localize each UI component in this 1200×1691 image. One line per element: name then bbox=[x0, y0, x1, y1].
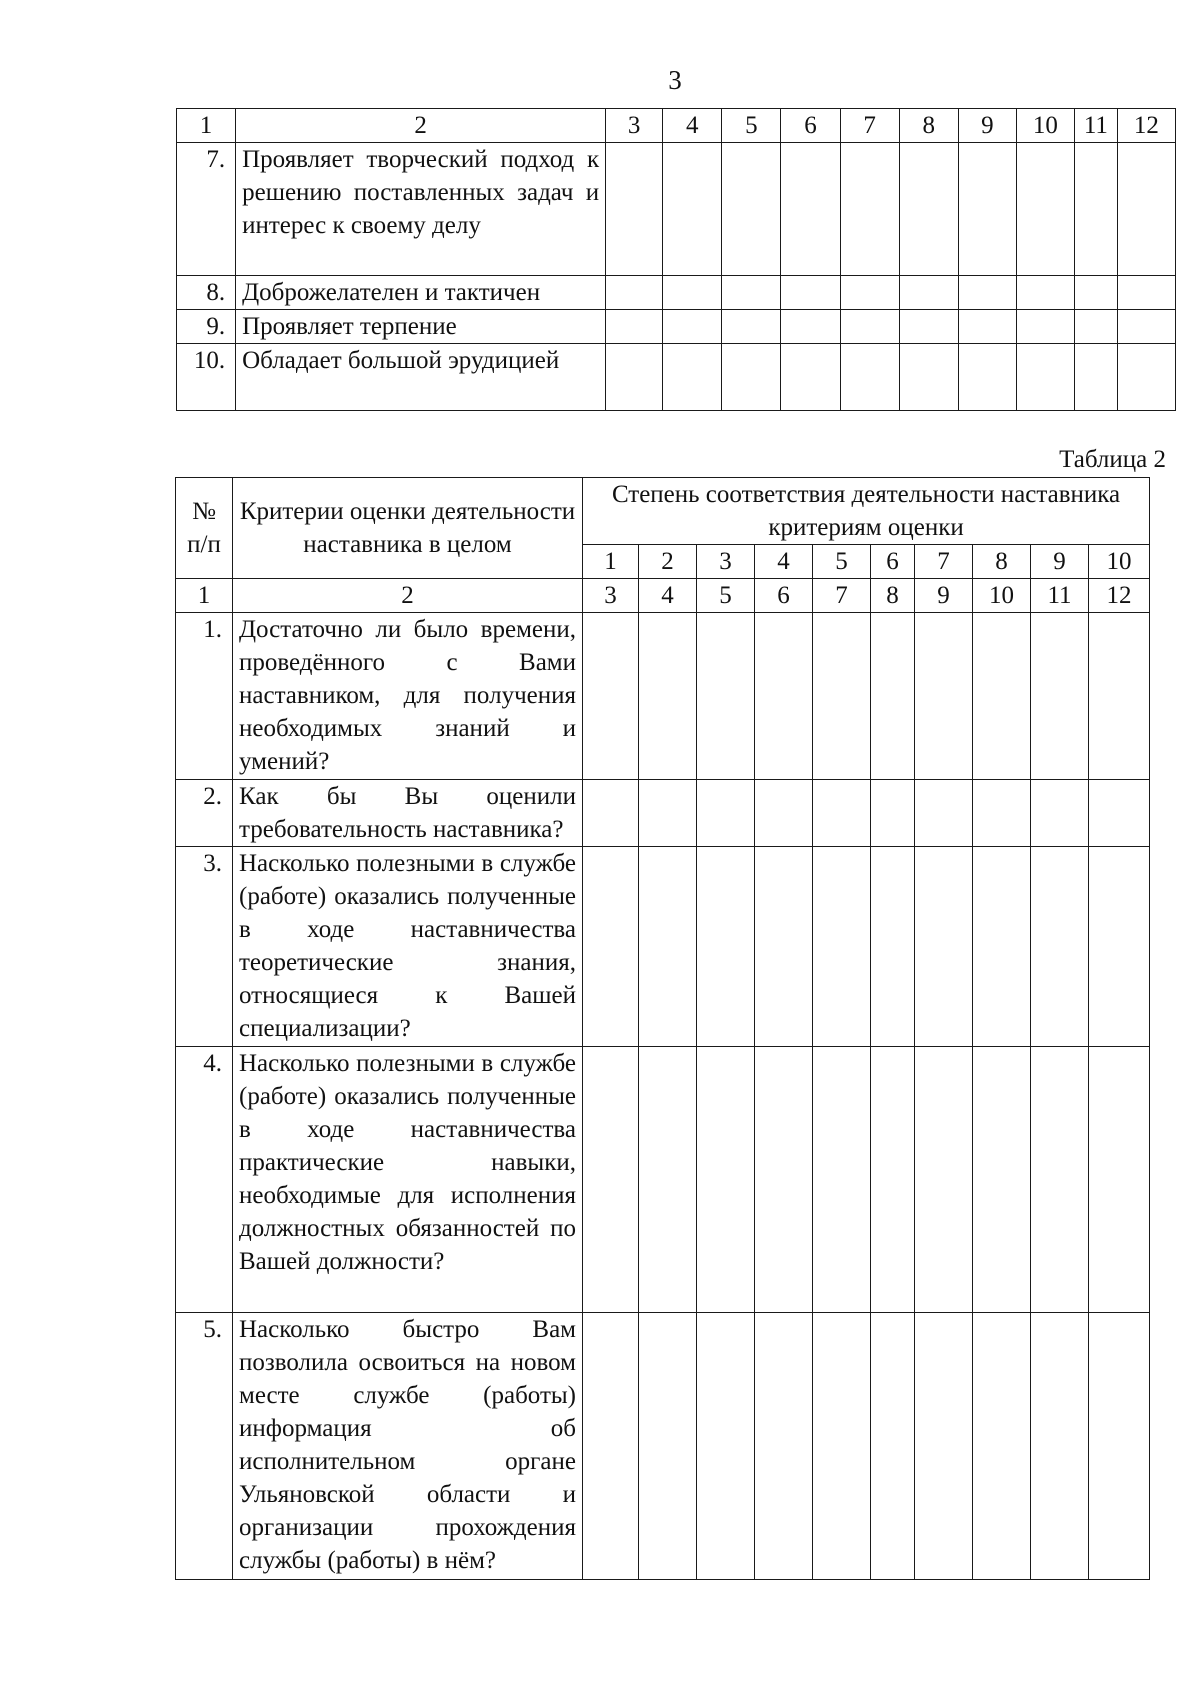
score-cell[interactable] bbox=[899, 276, 958, 310]
score-cell[interactable] bbox=[915, 1047, 973, 1313]
score-cell[interactable] bbox=[958, 310, 1016, 344]
score-cell[interactable] bbox=[755, 1047, 813, 1313]
score-cell[interactable] bbox=[813, 613, 871, 780]
scale-header: 1 bbox=[583, 545, 639, 579]
score-cell[interactable] bbox=[871, 613, 915, 780]
column-number: 6 bbox=[755, 579, 813, 613]
scale-header: 5 bbox=[813, 545, 871, 579]
table-1-col-1: 1 bbox=[177, 109, 236, 143]
score-cell[interactable] bbox=[606, 276, 663, 310]
score-cell[interactable] bbox=[755, 1313, 813, 1580]
score-cell[interactable] bbox=[781, 310, 840, 344]
score-cell[interactable] bbox=[722, 310, 781, 344]
score-cell[interactable] bbox=[871, 847, 915, 1047]
column-number: 10 bbox=[973, 579, 1031, 613]
table-1-col-7: 7 bbox=[840, 109, 899, 143]
score-cell[interactable] bbox=[1074, 276, 1117, 310]
score-cell[interactable] bbox=[583, 1047, 639, 1313]
score-cell[interactable] bbox=[639, 1047, 697, 1313]
score-cell[interactable] bbox=[583, 1313, 639, 1580]
table-1-header-row bbox=[177, 109, 1176, 143]
scale-header: 10 bbox=[1089, 545, 1150, 579]
column-number: 3 bbox=[583, 579, 639, 613]
column-number: 2 bbox=[233, 579, 583, 613]
score-cell[interactable] bbox=[1016, 276, 1074, 310]
score-cell[interactable] bbox=[899, 143, 958, 276]
scale-header: 8 bbox=[973, 545, 1031, 579]
score-cell[interactable] bbox=[840, 310, 899, 344]
criterion-text: Проявляет творческий подход к решению поставленных задач и интерес к своему делу bbox=[236, 143, 606, 276]
score-cell[interactable] bbox=[1016, 344, 1074, 411]
score-cell[interactable] bbox=[973, 847, 1031, 1047]
criterion-text: Проявляет терпение bbox=[236, 310, 606, 344]
table-1-col-6: 6 bbox=[781, 109, 840, 143]
column-number: 5 bbox=[697, 579, 755, 613]
column-number: 4 bbox=[639, 579, 697, 613]
row-number: 2. bbox=[176, 780, 233, 847]
scale-header: 2 bbox=[639, 545, 697, 579]
column-number: 1 bbox=[176, 579, 233, 613]
score-cell[interactable] bbox=[1016, 310, 1074, 344]
row-number: 9. bbox=[177, 310, 236, 344]
criterion-text: Насколько быстро Вам позволила освоиться на новом месте службе (работы) информация об исполнительном органе Ульяновской области и организации прохождения службы (работы) в нём? bbox=[233, 1313, 583, 1580]
criteria-header: Критерии оценки деятельности наставника в целом bbox=[233, 478, 583, 579]
score-cell[interactable] bbox=[1031, 847, 1089, 1047]
score-cell[interactable] bbox=[755, 847, 813, 1047]
score-cell[interactable] bbox=[813, 780, 871, 847]
score-cell[interactable] bbox=[915, 847, 973, 1047]
score-cell[interactable] bbox=[813, 1047, 871, 1313]
row-number: 3. bbox=[176, 847, 233, 1047]
score-cell[interactable] bbox=[1117, 143, 1175, 276]
table-row bbox=[176, 780, 1150, 847]
score-cell[interactable] bbox=[583, 613, 639, 780]
score-cell[interactable] bbox=[697, 1047, 755, 1313]
score-cell[interactable] bbox=[606, 310, 663, 344]
table-1-col-10: 10 bbox=[1016, 109, 1074, 143]
score-cell[interactable] bbox=[663, 344, 722, 411]
scale-header: 4 bbox=[755, 545, 813, 579]
score-cell[interactable] bbox=[973, 1047, 1031, 1313]
degree-header: Степень соответствия деятельности наставника критериям оценки bbox=[583, 478, 1150, 545]
score-cell[interactable] bbox=[915, 780, 973, 847]
table-row bbox=[177, 310, 1176, 344]
score-cell[interactable] bbox=[781, 276, 840, 310]
score-cell[interactable] bbox=[639, 1313, 697, 1580]
score-cell[interactable] bbox=[697, 613, 755, 780]
score-cell[interactable] bbox=[1031, 613, 1089, 780]
score-cell[interactable] bbox=[639, 847, 697, 1047]
table-1-col-4: 4 bbox=[663, 109, 722, 143]
row-number: 4. bbox=[176, 1047, 233, 1313]
score-cell[interactable] bbox=[663, 143, 722, 276]
score-cell[interactable] bbox=[663, 310, 722, 344]
score-cell[interactable] bbox=[722, 143, 781, 276]
scale-header: 9 bbox=[1031, 545, 1089, 579]
score-cell[interactable] bbox=[755, 613, 813, 780]
row-number: 10. bbox=[177, 344, 236, 411]
table-row bbox=[177, 143, 1176, 276]
score-cell[interactable] bbox=[663, 276, 722, 310]
score-cell[interactable] bbox=[697, 1313, 755, 1580]
table-2 bbox=[175, 477, 1150, 1580]
score-cell[interactable] bbox=[813, 847, 871, 1047]
score-cell[interactable] bbox=[722, 344, 781, 411]
score-cell[interactable] bbox=[781, 344, 840, 411]
score-cell[interactable] bbox=[840, 344, 899, 411]
score-cell[interactable] bbox=[1031, 1047, 1089, 1313]
row-number: 7. bbox=[177, 143, 236, 276]
score-cell[interactable] bbox=[1089, 780, 1150, 847]
table-1-col-3: 3 bbox=[606, 109, 663, 143]
criterion-text: Обладает большой эрудицией bbox=[236, 344, 606, 411]
score-cell[interactable] bbox=[973, 780, 1031, 847]
criterion-text: Доброжелателен и тактичен bbox=[236, 276, 606, 310]
column-number: 12 bbox=[1089, 579, 1150, 613]
column-number: 9 bbox=[915, 579, 973, 613]
score-cell[interactable] bbox=[583, 847, 639, 1047]
column-number: 11 bbox=[1031, 579, 1089, 613]
score-cell[interactable] bbox=[1089, 613, 1150, 780]
score-cell[interactable] bbox=[899, 344, 958, 411]
score-cell[interactable] bbox=[899, 310, 958, 344]
score-cell[interactable] bbox=[755, 780, 813, 847]
table-1-col-12: 12 bbox=[1117, 109, 1175, 143]
score-cell[interactable] bbox=[840, 276, 899, 310]
score-cell[interactable] bbox=[840, 143, 899, 276]
score-cell[interactable] bbox=[1117, 310, 1175, 344]
score-cell[interactable] bbox=[813, 1313, 871, 1580]
table-row bbox=[176, 613, 1150, 780]
row-number: 1. bbox=[176, 613, 233, 780]
score-cell[interactable] bbox=[973, 1313, 1031, 1580]
score-cell[interactable] bbox=[1117, 276, 1175, 310]
table-1-col-8: 8 bbox=[899, 109, 958, 143]
score-cell[interactable] bbox=[639, 613, 697, 780]
criterion-text: Насколько полезными в службе (работе) оказались полученные в ходе наставничества теоретические знания, относящиеся к Вашей специализации? bbox=[233, 847, 583, 1047]
number-header: № п/п bbox=[176, 478, 233, 579]
score-cell[interactable] bbox=[697, 780, 755, 847]
row-number: 8. bbox=[177, 276, 236, 310]
score-cell[interactable] bbox=[583, 780, 639, 847]
table-row bbox=[177, 344, 1176, 411]
scale-header: 6 bbox=[871, 545, 915, 579]
score-cell[interactable] bbox=[1089, 1047, 1150, 1313]
table-1 bbox=[176, 108, 1176, 411]
table-2-head-row bbox=[176, 478, 1150, 545]
score-cell[interactable] bbox=[697, 847, 755, 1047]
score-cell[interactable] bbox=[781, 143, 840, 276]
score-cell[interactable] bbox=[606, 344, 663, 411]
table-2-caption: Таблица 2 bbox=[1059, 446, 1166, 473]
score-cell[interactable] bbox=[973, 613, 1031, 780]
page-number: 3 bbox=[668, 65, 682, 95]
score-cell[interactable] bbox=[1074, 143, 1117, 276]
scale-header: 7 bbox=[915, 545, 973, 579]
scale-header: 3 bbox=[697, 545, 755, 579]
table-row bbox=[176, 1313, 1150, 1580]
score-cell[interactable] bbox=[871, 1313, 915, 1580]
score-cell[interactable] bbox=[1074, 344, 1117, 411]
score-cell[interactable] bbox=[1031, 1313, 1089, 1580]
score-cell[interactable] bbox=[1117, 344, 1175, 411]
score-cell[interactable] bbox=[722, 276, 781, 310]
score-cell[interactable] bbox=[606, 143, 663, 276]
score-cell[interactable] bbox=[958, 276, 1016, 310]
score-cell[interactable] bbox=[639, 780, 697, 847]
score-cell[interactable] bbox=[1016, 143, 1074, 276]
score-cell[interactable] bbox=[915, 1313, 973, 1580]
score-cell[interactable] bbox=[1089, 847, 1150, 1047]
table-1-col-2: 2 bbox=[236, 109, 606, 143]
table-row bbox=[177, 276, 1176, 310]
criterion-text: Как бы Вы оценили требовательность наставника? bbox=[233, 780, 583, 847]
score-cell[interactable] bbox=[958, 344, 1016, 411]
score-cell[interactable] bbox=[871, 1047, 915, 1313]
table-row bbox=[176, 847, 1150, 1047]
criterion-text: Насколько полезными в службе (работе) оказались полученные в ходе наставничества практические навыки, необходимые для исполнения должностных обязанностей по Вашей должности? bbox=[233, 1047, 583, 1313]
column-number: 8 bbox=[871, 579, 915, 613]
column-number: 7 bbox=[813, 579, 871, 613]
table-row bbox=[176, 1047, 1150, 1313]
score-cell[interactable] bbox=[915, 613, 973, 780]
table-1-col-9: 9 bbox=[958, 109, 1016, 143]
score-cell[interactable] bbox=[958, 143, 1016, 276]
score-cell[interactable] bbox=[1074, 310, 1117, 344]
score-cell[interactable] bbox=[871, 780, 915, 847]
criterion-text: Достаточно ли было времени, проведённого с Вами наставником, для получения необходимых знаний и умений? bbox=[233, 613, 583, 780]
table-2-column-numbers bbox=[176, 579, 1150, 613]
table-1-col-5: 5 bbox=[722, 109, 781, 143]
score-cell[interactable] bbox=[1089, 1313, 1150, 1580]
table-1-col-11: 11 bbox=[1074, 109, 1117, 143]
score-cell[interactable] bbox=[1031, 780, 1089, 847]
row-number: 5. bbox=[176, 1313, 233, 1580]
